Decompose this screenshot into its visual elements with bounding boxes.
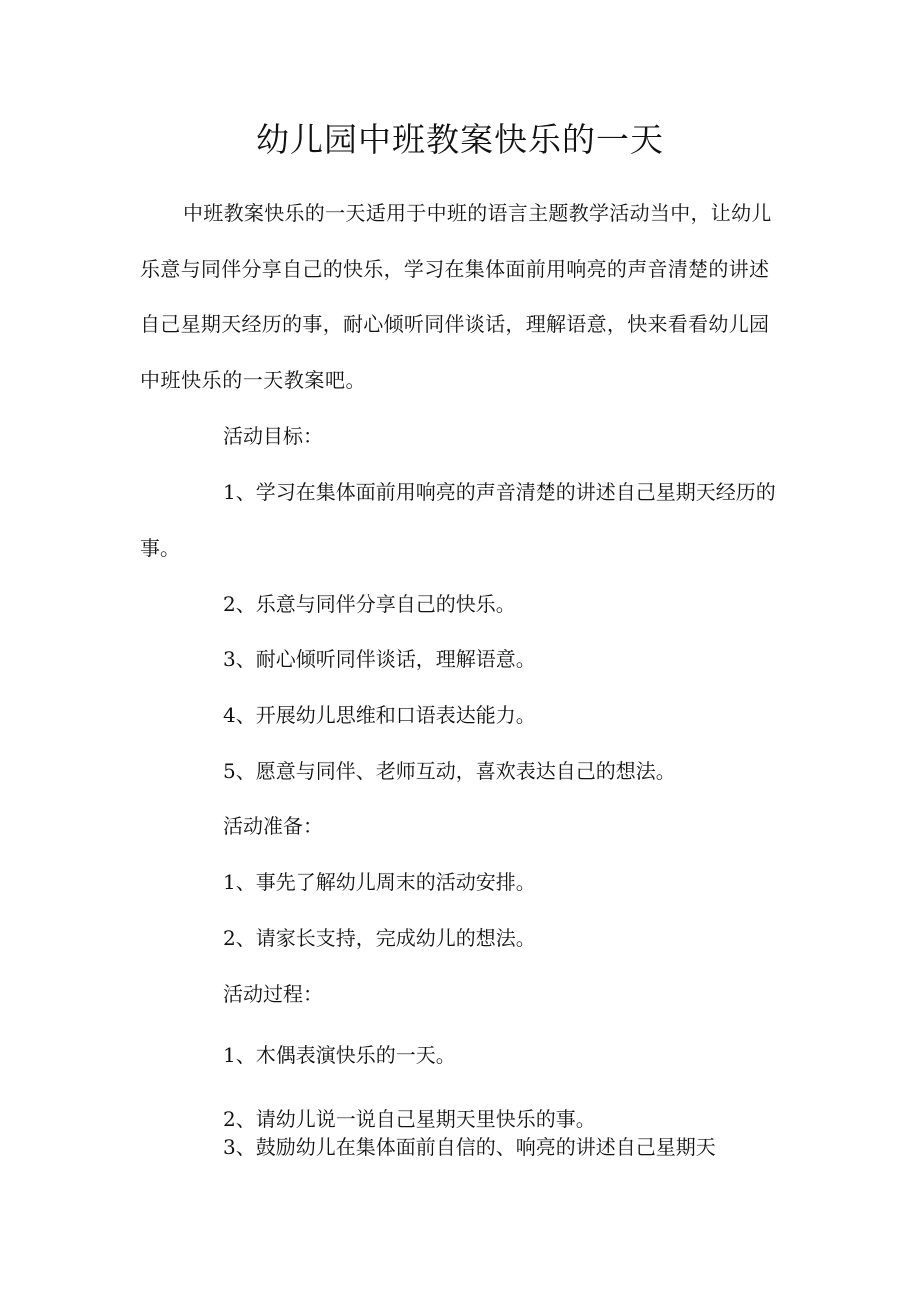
preparation-item-1: 1、事先了解幼儿周末的活动安排。 <box>223 870 536 894</box>
intro-line-4: 中班快乐的一天教案吧。 <box>140 368 367 392</box>
intro-line-1: 中班教案快乐的一天适用于中班的语言主题教学活动当中，让幼儿 <box>183 201 772 225</box>
goal-item-2: 2、乐意与同伴分享自己的快乐。 <box>223 592 516 616</box>
goal-item-3: 3、耐心倾听同伴谈话，理解语意。 <box>223 647 536 671</box>
goal-item-1-line-1: 1、学习在集体面前用响亮的声音清楚的讲述自己星期天经历的 <box>223 480 776 504</box>
goal-item-4: 4、开展幼儿思维和口语表达能力。 <box>223 703 536 727</box>
intro-line-3: 自己星期天经历的事，耐心倾听同伴谈话，理解语意，快来看看幼儿园 <box>140 312 770 336</box>
preparation-item-2: 2、请家长支持，完成幼儿的想法。 <box>223 926 536 950</box>
process-item-2: 2、请幼儿说一说自己星期天里快乐的事。 <box>223 1107 596 1131</box>
process-heading: 活动过程： <box>223 982 323 1006</box>
goal-item-5: 5、愿意与同伴、老师互动，喜欢表达自己的想法。 <box>223 759 676 783</box>
intro-line-2: 乐意与同伴分享自己的快乐，学习在集体面前用响亮的声音清楚的讲述 <box>140 257 770 281</box>
goal-item-1-line-2: 事。 <box>140 536 180 560</box>
process-item-1: 1、木偶表演快乐的一天。 <box>223 1043 456 1067</box>
process-item-3: 3、鼓励幼儿在集体面前自信的、响亮的讲述自己星期天 <box>223 1135 716 1159</box>
goals-heading: 活动目标： <box>223 424 323 448</box>
preparation-heading: 活动准备： <box>223 814 323 838</box>
document-title: 幼儿园中班教案快乐的一天 <box>256 120 664 159</box>
